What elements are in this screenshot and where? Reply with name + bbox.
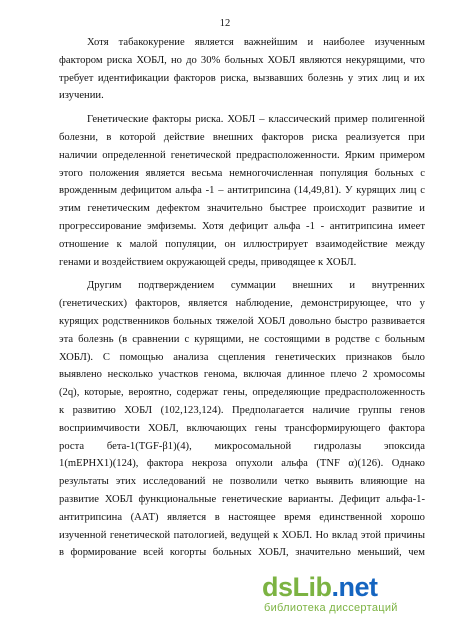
text-line: врожденным дефицитом альфа -1 – антитрипсина (14,49,81). У курящих лиц с xyxy=(59,185,425,197)
text-line: требует идентификации факторов риска, вызвавших болезнь у этих лиц и их xyxy=(59,72,425,84)
text-line: 1(mEPHX1)(124), фактора некроза опухоли альфа (TNF α)(126). Однако xyxy=(59,458,425,470)
dslib-logo[interactable] xyxy=(262,572,378,602)
text-line: фактором риска ХОБЛ, но до 30% больных ХОБЛ являются некурящими, что xyxy=(59,54,425,66)
text-line: наличии определенной генетической предрасположенности. Ярким примером xyxy=(59,149,425,161)
dslib-watermark[interactable] xyxy=(260,572,445,618)
text-line: развитие ХОБЛ функциональные генетические варианты. Дефицит альфа-1- xyxy=(59,493,425,505)
text-line: генами и воздействием окружающей среды, приводящее к ХОБЛ. xyxy=(59,256,357,268)
text-line: прогрессирование эмфиземы. Хотя дефицит альфа -1 - антитрипсина имеет xyxy=(59,220,425,232)
text-line: Другим подтверждением суммации внешних и внутренних xyxy=(87,280,425,292)
logo-dot: . xyxy=(331,572,339,602)
text-line: Хотя табакокурение является важнейшим и наиболее изученным xyxy=(87,37,425,48)
logo-tld-text: net xyxy=(338,572,378,602)
text-line: эта болезнь (в сравнении с курящими, не состоящими в родстве с больным xyxy=(59,333,425,345)
text-line: результаты этих исследований не позволили четко выявить влияющие на xyxy=(59,476,425,488)
text-line: Генетические факторы риска. ХОБЛ – классический пример полигенной xyxy=(87,114,425,126)
text-line: отношение к малой популяции, он иллюстрирует взаимодействие между xyxy=(59,238,425,250)
logo-main-text: dsLib xyxy=(262,572,332,602)
text-line: изученной генетической патологией, ведущей к ХОБЛ. Но вклад этой причины xyxy=(59,529,425,541)
text-line: (2q), которые, вероятно, содержат гены, определяющие предрасположенность xyxy=(59,387,425,399)
text-line: восприимчивости ХОБЛ, включающих гены трансформирующего фактора xyxy=(59,422,425,434)
text-line: выявлено несколько участков генома, включая длинное плечо 2 хромосомы xyxy=(59,369,425,381)
text-line: изучении. xyxy=(59,90,104,102)
document-body xyxy=(59,34,425,562)
text-line: к развитию ХОБЛ (102,123,124). Предполагается наличие группы генов xyxy=(59,404,425,416)
text-line: антитрипсина (ААТ) является в настоящее время единственной хорошо xyxy=(59,511,425,523)
page-number: 12 xyxy=(219,18,231,29)
logo-tagline: библиотека диссертаций xyxy=(264,602,398,614)
text-line: (генетических) факторов, является наблюдение, демонстрирующее, что у xyxy=(59,298,425,310)
text-line: этого положения является весьма немногочисленная популяция больных с xyxy=(59,167,425,179)
text-line: роста бета-1(TGF-β1)(4), микросомальной гидролазы эпоксида xyxy=(59,440,425,452)
text-line: курящих родственников больных тяжелой ХОБЛ довольно быстро развивается xyxy=(59,315,425,327)
text-line: в формирование всей когорты больных ХОБЛ, значительно меньший, чем xyxy=(59,547,425,559)
text-line: ХОБЛ). С помощью анализа сцепления генетических признаков было xyxy=(59,351,425,363)
text-line: этим генетическим дефектом значительно быстрее происходит развитие и xyxy=(59,203,425,215)
text-line: болезни, в которой действие внешних факторов риска реализуется при xyxy=(59,131,425,143)
